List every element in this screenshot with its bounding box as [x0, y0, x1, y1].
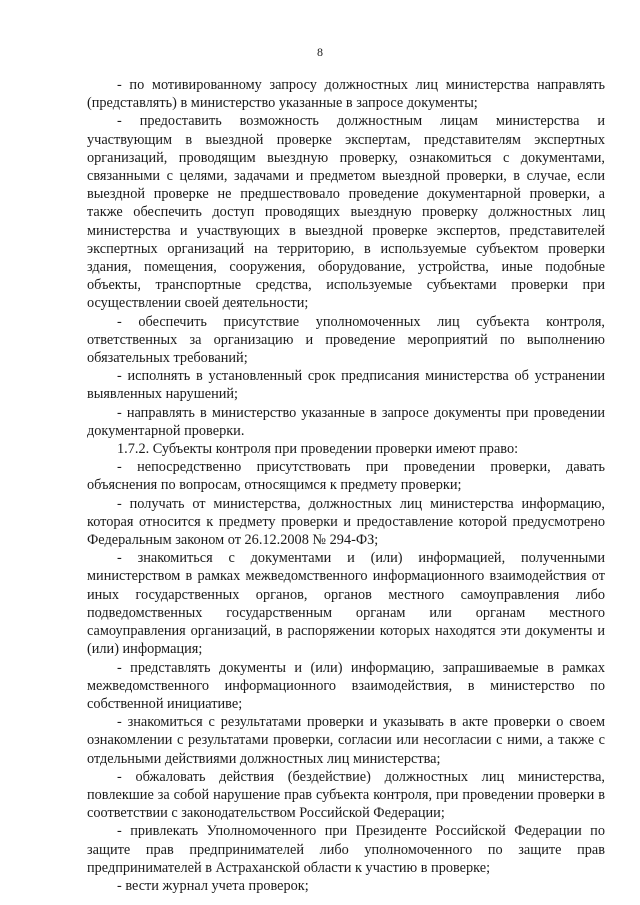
- paragraph-duty-provide-access: - предоставить возможность должностным лицам министерства и участвующим в выездной проверке экспертам, представителям экспертных организаций, проводящим выездную проверку, ознакомиться с документами, связанными с целями, задачами и предметом выездной проверки, в случае, если выездной проверке не предшествовало проведение документарной проверки, а также обеспечить доступ проводящих выездную проверку должностных лиц министерства и участвующих в выездной проверке экспертов, представителей экспертных организаций на территорию, в используемые субъектом проверки здания, помещения, сооружения, оборудование, устройства, иные подобные объекты, транспортные средства, используемые субъектами проверки при осуществлении своей деятельности;: [87, 113, 605, 312]
- paragraph-right-review-documents: - знакомиться с документами и (или) информацией, полученными министерством в рамках межведомственного информационного взаимодействия от иных государственных органов, органов местного самоуправления либо подведомственных государственным органам или органам местного самоуправления организаций, в распоряжении которых находятся эти документы и (или) информация;: [87, 550, 605, 658]
- paragraph-right-keep-log: - вести журнал учета проверок;: [117, 877, 309, 894]
- section-heading-1-7-2: 1.7.2. Субъекты контроля при проведении проверки имеют право:: [117, 441, 519, 458]
- page-number: 8: [317, 45, 323, 59]
- paragraph-right-receive-information: - получать от министерства, должностных лиц министерства информацию, которая относится к предмету проверки и предоставление которой предусмотрено Федеральным законом от 26.12.2008 № 294-ФЗ;: [87, 495, 605, 549]
- paragraph-duty-ensure-presence: - обеспечить присутствие уполномоченных лиц субъекта контроля, ответственных за организацию и проведение мероприятий по выполнению обязательных требований;: [87, 313, 605, 367]
- paragraph-duty-execute-orders: - исполнять в установленный срок предписания министерства об устранении выявленных нарушений;: [87, 368, 605, 403]
- paragraph-right-review-results: - знакомиться с результатами проверки и указывать в акте проверки о своем ознакомлении с результатами проверки, согласии или несогласии с ними, а также с отдельными действиями должностных лиц министерства;: [87, 714, 605, 767]
- paragraph-duty-submit-documents: - по мотивированному запросу должностных лиц министерства направлять (представлять) в министерство указанные в запросе документы;: [87, 77, 605, 112]
- paragraph-right-involve-ombudsman: - привлекать Уполномоченного при Президенте Российской Федерации по защите прав предпринимателей либо уполномоченного по защите прав предпринимателей в Астраханской области к участию в проверке;: [87, 823, 605, 876]
- paragraph-duty-send-documents: - направлять в министерство указанные в запросе документы при проведении документарной проверки.: [87, 404, 605, 439]
- paragraph-right-appeal: - обжаловать действия (бездействие) должностных лиц министерства, повлекшие за собой нарушение прав субъекта контроля, при проведении проверки в соответствии с законодательством Российской Федерации;: [87, 768, 605, 822]
- paragraph-right-be-present: - непосредственно присутствовать при проведении проверки, давать объяснения по вопросам, относящимся к предмету проверки;: [87, 459, 605, 494]
- document-body: [87, 76, 605, 895]
- paragraph-right-submit-documents: - представлять документы и (или) информацию, запрашиваемые в рамках межведомственного информационного взаимодействия, в министерство по собственной инициативе;: [87, 659, 605, 712]
